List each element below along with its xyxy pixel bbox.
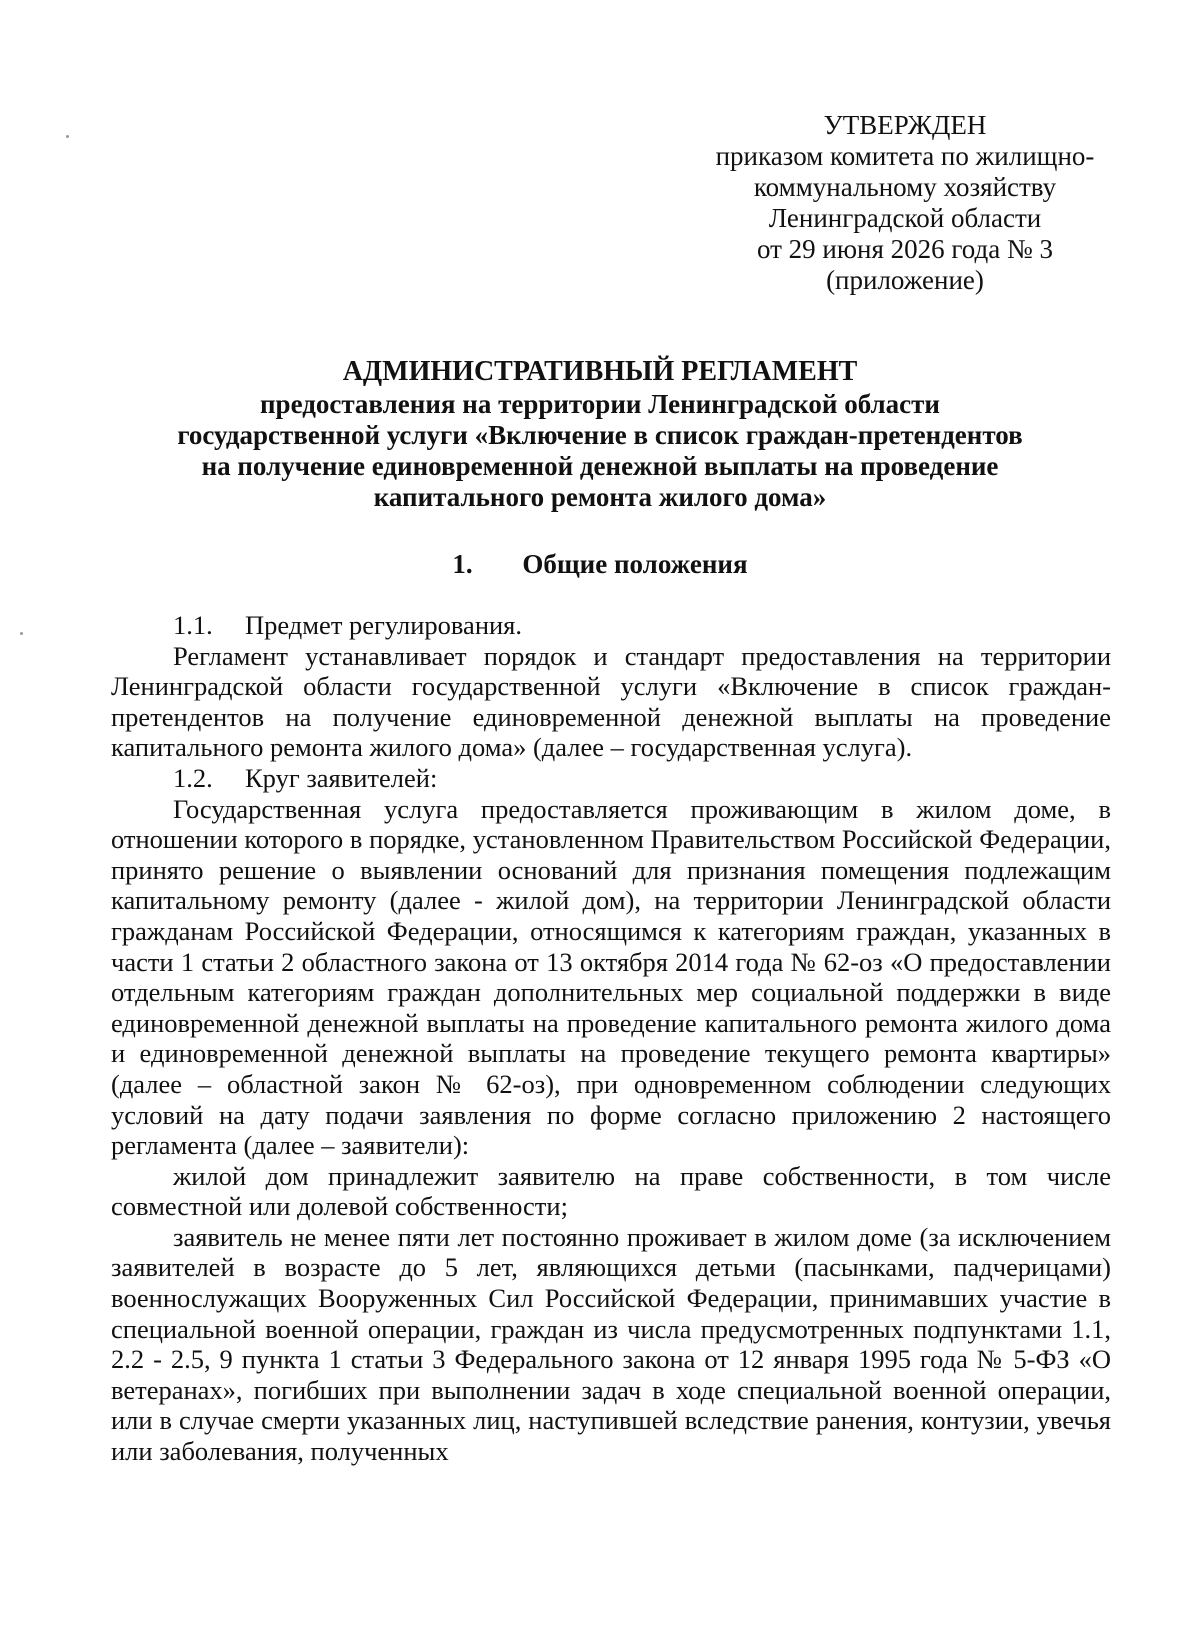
document-title [80,356,1120,513]
paragraph: заявитель не менее пяти лет постоянно проживает в жилом доме (за исключением заявителей в возрасте до 5 лет, являющихся детьми (пасынками, падчерицами) военнослужащих Вооруженных Сил Российской Федерации, принимавших участие в специальной военной операции, граждан из числа предусмотренных подпунктами 1.1, 2.2 - 2.5, 9 пункта 1 статьи 3 Федерального закона от 12 января 1995 года № 5-ФЗ «О ветеранах», погибших при выполнении задач в ходе специальной военной операции, или в случае смерти указанных лиц, наступившей вследствие ранения, контузии, увечья или заболевания, полученных [111,1221,1111,1467]
approval-stamp-block [690,110,1120,296]
document-subtitle-line: государственной услуги «Включение в список граждан-претендентов [177,420,1023,450]
document-subtitle-line: на получение единовременной денежной выплаты на проведение [201,451,999,481]
item-number: 1.1. [173,610,213,640]
scan-speck [20,632,23,635]
section-number: 1. [452,549,473,579]
paragraph: Государственная услуга предоставляется проживающим в жилом доме, в отношении которого в порядке, установленном Правительством Российской Федерации, принято решение о выявлении оснований для признания помещения подлежащим капитальному ремонту (далее - жилой дом), на территории Ленинградской области гражданам Российской Федерации, относящимся к категориям граждан, указанных в части 1 статьи 2 областного закона от 13 октября 2014 года № 62-оз «О предоставлении отдельным категориям граждан дополнительных мер социальной поддержки в виде единовременной денежной выплаты на проведение капитального ремонта жилого дома и единовременной денежной выплаты на проведение текущего ремонта квартиры» (далее – областной закон № 62-оз), при одновременном соблюдении следующих условий на дату подачи заявления по форме согласно приложению 2 настоящего регламента (далее – заявители): [111,793,1111,1161]
section-title: Общие положения [522,549,748,579]
document-subtitle-line: предоставления на территории Ленинградской области [260,389,940,419]
approval-heading: УТВЕРЖДЕН [823,110,987,140]
document-body [111,610,1111,1467]
approval-line: коммунальному хозяйству [753,172,1057,202]
scan-speck [66,135,69,138]
paragraph: жилой дом принадлежит заявителю на праве собственности, в том числе совместной или долевой собственности; [111,1160,1111,1222]
document-main-title: АДМИНИСТРАТИВНЫЙ РЕГЛАМЕНТ [342,356,858,387]
approval-line: (приложение) [826,265,984,295]
item-1-1-heading [111,610,1111,641]
document-subtitle-line: капитального ремонта жилого дома» [373,482,827,512]
item-1-2-heading [111,763,1111,794]
approval-line: Ленинградской области [768,203,1042,233]
approval-line: от 29 июня 2026 года № 3 [756,234,1054,264]
item-number: 1.2. [173,762,213,793]
item-title: Круг заявителей: [245,762,438,793]
section-heading [80,549,1120,580]
paragraph: Регламент устанавливает порядок и стандарт предоставления на территории Ленинградской области государственной услуги «Включение в список граждан-претендентов на получение единовременной денежной выплаты на проведение капитального ремонта жилого дома» (далее – государственная услуга). [111,640,1111,763]
approval-line: приказом комитета по жилищно- [715,141,1095,171]
item-title: Предмет регулирования. [245,610,522,640]
